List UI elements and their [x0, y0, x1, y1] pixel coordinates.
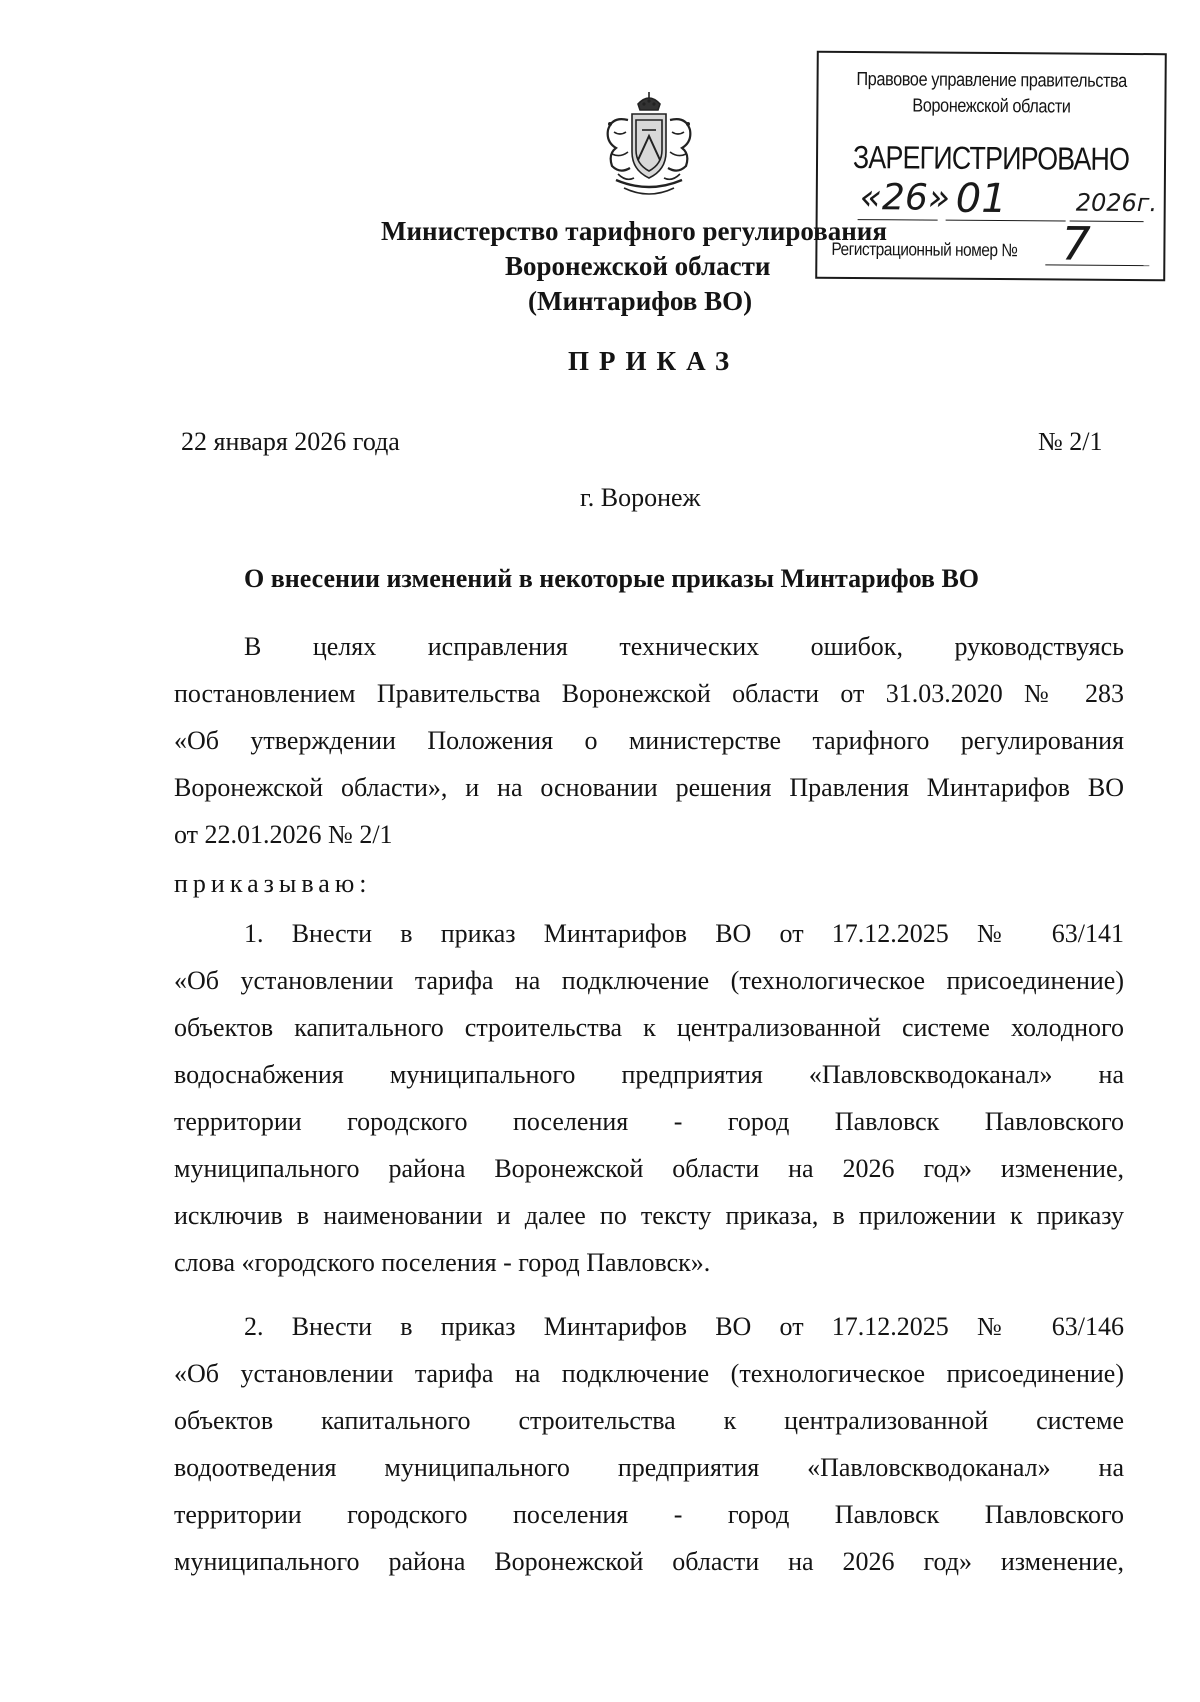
ministry-name-line-1: Министерство тарифного регулирования — [381, 216, 887, 246]
ministry-short-name: (Минтарифов ВО) — [528, 286, 753, 316]
stamp-year: 2026г. — [1075, 188, 1158, 218]
document-date: 22 января 2026 года — [181, 427, 400, 456]
stamp-registration-label: Регистрационный номер № — [831, 238, 1018, 261]
preamble-line: постановлением Правительства Воронежской области от 31.03.2020 № 283 — [174, 679, 1124, 708]
item-1-line: объектов капитального строительства к централизованной системе холодного — [174, 1013, 1124, 1042]
preamble-line: Воронежской области», и на основании решения Правления Минтарифов ВО — [174, 773, 1124, 802]
stamp-organization-line-1: Правовое управление правительства — [856, 69, 1127, 92]
document-type: ПРИКАЗ — [568, 346, 740, 376]
item-2-line: 2. Внести в приказ Минтарифов ВО от 17.12.2025 № 63/146 — [244, 1312, 1124, 1341]
item-1-line: «Об установлении тарифа на подключение (технологическое присоединение) — [174, 966, 1124, 995]
stamp-month: 01 — [955, 175, 1007, 223]
stamp-status: ЗАРЕГИСТРИРОВАНО — [852, 139, 1130, 177]
preamble-line: от 22.01.2026 № 2/1 — [174, 820, 393, 849]
item-1-line: исключив в наименовании и далее по тексту приказа, в приложении к приказу — [174, 1201, 1124, 1230]
item-1-line: муниципального района Воронежской области на 2026 год» изменение, — [174, 1154, 1124, 1183]
ministry-name-line-2: Воронежской области — [505, 251, 771, 281]
item-2-line: «Об установлении тарифа на подключение (технологическое присоединение) — [174, 1359, 1124, 1388]
preamble-line: В целях исправления технических ошибок, руководствуясь — [244, 632, 1124, 661]
item-1-line: водоснабжения муниципального предприятия «Павловскводоканал» на — [174, 1060, 1124, 1089]
item-2-line: объектов капитального строительства к централизованной системе — [174, 1406, 1124, 1435]
document-number: № 2/1 — [1038, 427, 1103, 456]
stamp-organization-line-2: Воронежской области — [912, 95, 1071, 118]
stamp-day: «26» — [859, 177, 951, 219]
item-2-line: водоотведения муниципального предприятия «Павловскводоканал» на — [174, 1453, 1124, 1482]
document-title: О внесении изменений в некоторые приказы Минтарифов ВО — [244, 564, 980, 593]
item-1-line: слова «городского поселения - город Павловск». — [174, 1248, 711, 1277]
coat-of-arms-icon — [598, 90, 700, 202]
preamble-line: «Об утверждении Положения о министерстве тарифного регулирования — [174, 726, 1124, 755]
item-1-line: территории городского поселения - город Павловск Павловского — [174, 1107, 1124, 1136]
item-1-line: 1. Внести в приказ Минтарифов ВО от 17.12.2025 № 63/141 — [244, 919, 1124, 948]
item-2-line: территории городского поселения - город Павловск Павловского — [174, 1500, 1124, 1529]
item-2-line: муниципального района Воронежской области на 2026 год» изменение, — [174, 1547, 1124, 1576]
order-word: приказываю: — [174, 869, 372, 898]
document-city: г. Воронеж — [580, 483, 701, 512]
stamp-registration-number: 7 — [1061, 216, 1091, 271]
